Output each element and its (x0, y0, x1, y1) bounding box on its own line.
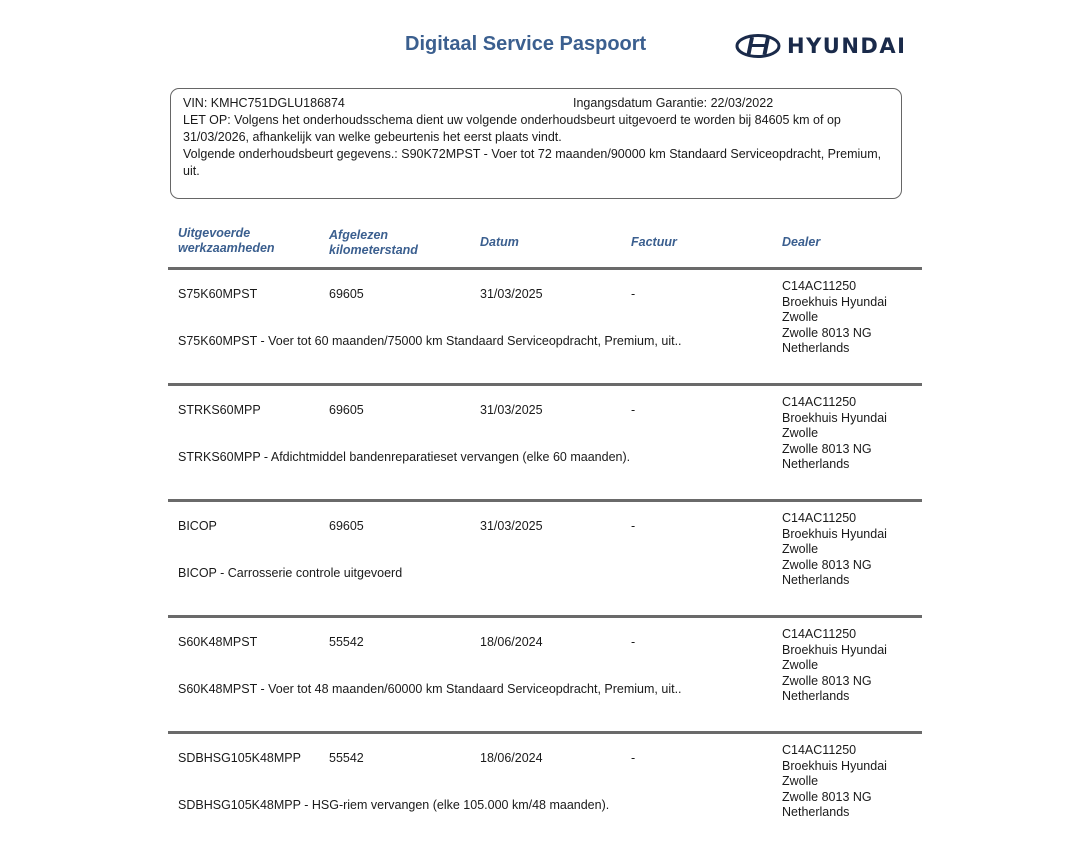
invoice-number: - (631, 519, 636, 533)
service-description: S60K48MPST - Voer tot 48 maanden/60000 km Standaard Serviceopdracht, Premium, uit.. (178, 682, 682, 696)
odometer-reading: 55542 (329, 635, 364, 649)
vehicle-info-box (170, 88, 902, 199)
service-date: 18/06/2024 (480, 751, 543, 765)
invoice-number: - (631, 403, 636, 417)
dealer-line: C14AC11250 (782, 743, 857, 757)
dealer-line: Netherlands (782, 457, 850, 471)
dealer-line: Zwolle (782, 542, 819, 556)
dealer-line: Zwolle (782, 426, 819, 440)
service-code: S75K60MPST (178, 287, 258, 301)
service-code: SDBHSG105K48MPP (178, 751, 301, 765)
col-header-invoice: Factuur (631, 235, 677, 249)
service-code: S60K48MPST (178, 635, 258, 649)
odometer-reading: 55542 (329, 751, 364, 765)
dealer-line: Zwolle 8013 NG (782, 441, 872, 456)
table-row (168, 386, 922, 502)
invoice-number: - (631, 751, 636, 765)
service-code: BICOP (178, 519, 217, 533)
service-description: BICOP - Carrosserie controle uitgevoerd (178, 566, 403, 580)
col-header-work-line2: werkzaamheden (178, 241, 275, 255)
dealer-info (782, 627, 887, 705)
service-date: 31/03/2025 (480, 287, 543, 301)
dealer-line: Broekhuis Hyundai (782, 410, 887, 425)
dealer-line: Broekhuis Hyundai (782, 526, 887, 541)
odometer-reading: 69605 (329, 403, 364, 417)
dealer-line: Zwolle 8013 NG (782, 789, 872, 804)
invoice-number: - (631, 635, 636, 649)
col-header-work-line1: Uitgevoerde (178, 226, 251, 240)
col-header-km (329, 228, 418, 258)
dealer-line: Zwolle 8013 NG (782, 325, 872, 340)
hyundai-logo (735, 33, 906, 59)
dealer-info (782, 511, 887, 589)
hyundai-emblem-icon (735, 34, 781, 58)
service-notice: LET OP: Volgens het onderhoudsschema dient uw volgende onderhoudsbeurt uitgevoerd te worden bij 84605 km of op 31/03/2026, afhankelijk van welke gebeurtenis het eerst plaats vindt. (183, 113, 841, 144)
dealer-line: C14AC11250 (782, 627, 857, 641)
dealer-info (782, 395, 887, 473)
dealer-line: Zwolle (782, 774, 819, 788)
table-row (168, 270, 922, 386)
col-header-work (178, 226, 275, 256)
table-row (168, 734, 922, 850)
dealer-info (782, 743, 887, 821)
dealer-line: Zwolle (782, 310, 819, 324)
dealer-line: Netherlands (782, 341, 850, 355)
service-description: S75K60MPST - Voer tot 60 maanden/75000 km Standaard Serviceopdracht, Premium, uit.. (178, 334, 682, 348)
next-service-info: Volgende onderhoudsbeurt gegevens.: S90K72MPST - Voer tot 72 maanden/90000 km Standaard Serviceopdracht, Premium, uit. (183, 147, 882, 178)
service-date: 31/03/2025 (480, 403, 543, 417)
service-description: STRKS60MPP - Afdichtmiddel bandenreparatieset vervangen (elke 60 maanden). (178, 450, 631, 464)
service-code: STRKS60MPP (178, 403, 261, 417)
warranty-date: Ingangsdatum Garantie: 22/03/2022 (573, 96, 774, 110)
table-row (168, 502, 922, 618)
service-date: 18/06/2024 (480, 635, 543, 649)
vin-text: VIN: KMHC751DGLU186874 (183, 96, 345, 110)
dealer-line: Netherlands (782, 573, 850, 587)
odometer-reading: 69605 (329, 519, 364, 533)
col-header-dealer: Dealer (782, 235, 821, 249)
dealer-line: C14AC11250 (782, 511, 857, 525)
brand-wordmark: HYUNDAI (787, 34, 907, 58)
table-row (168, 618, 922, 734)
dealer-line: Broekhuis Hyundai (782, 758, 887, 773)
dealer-line: Zwolle 8013 NG (782, 673, 872, 688)
dealer-line: Broekhuis Hyundai (782, 294, 887, 309)
col-header-km-line1: Afgelezen (329, 228, 389, 242)
dealer-line: Netherlands (782, 805, 850, 819)
service-description: SDBHSG105K48MPP - HSG-riem vervangen (elke 105.000 km/48 maanden). (178, 798, 610, 812)
col-header-date: Datum (480, 235, 519, 249)
dealer-line: Zwolle (782, 658, 819, 672)
odometer-reading: 69605 (329, 287, 364, 301)
col-header-km-line2: kilometerstand (329, 243, 418, 257)
page-title: Digitaal Service Paspoort (405, 33, 647, 55)
dealer-info (782, 279, 887, 357)
dealer-line: Broekhuis Hyundai (782, 642, 887, 657)
dealer-line: C14AC11250 (782, 279, 857, 293)
invoice-number: - (631, 287, 636, 301)
service-date: 31/03/2025 (480, 519, 543, 533)
dealer-line: C14AC11250 (782, 395, 857, 409)
dealer-line: Netherlands (782, 689, 850, 703)
dealer-line: Zwolle 8013 NG (782, 557, 872, 572)
